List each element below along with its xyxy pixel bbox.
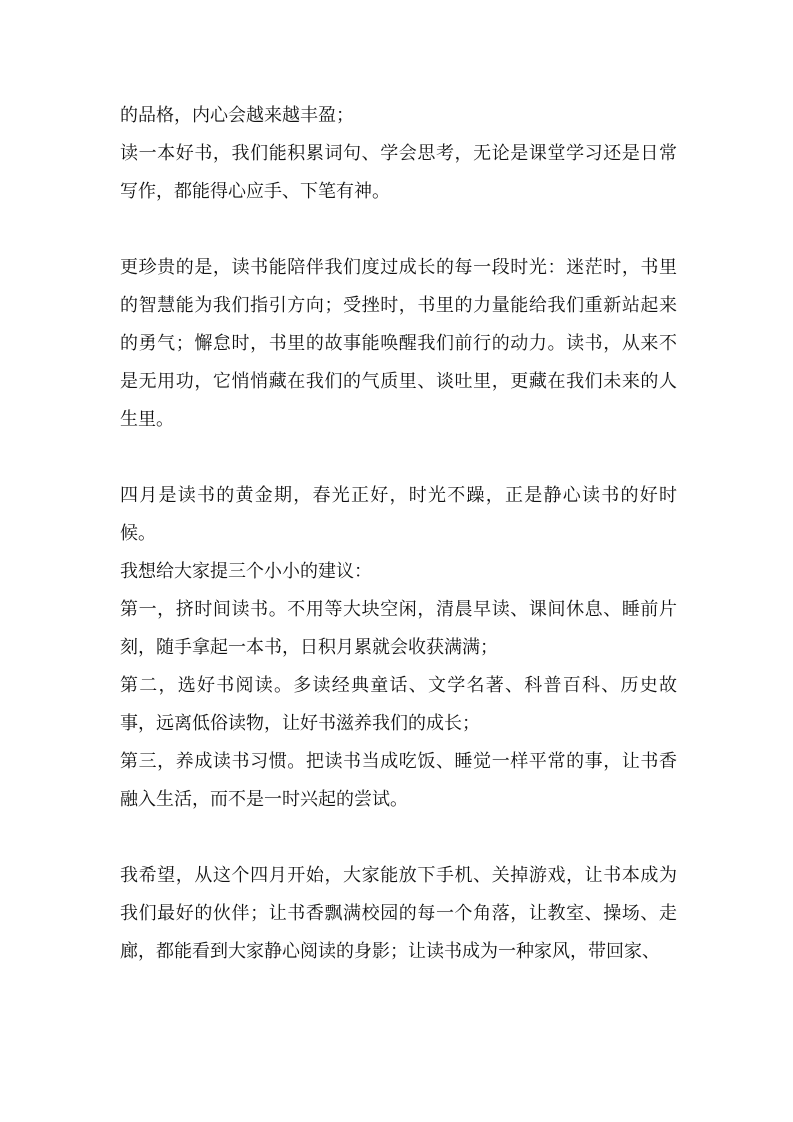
paragraph-line: 我想给大家提三个小小的建议： [120, 561, 372, 582]
paragraph-line: 读一本好书，我们能积累词句、学会思考，无论是课堂学习还是日常写作，都能得心应手、下笔有神。 [120, 143, 677, 202]
paragraph-line: 第三，养成读书习惯。把读书当成吃饭、睡觉一样平常的事，让书香融入生活，而不是一时兴起的尝试。 [120, 751, 677, 810]
paragraph-spacer [120, 439, 677, 477]
paragraph-line: 第一，挤时间读书。不用等大块空闲，清晨早读、课间休息、睡前片刻，随手拿起一本书，日积月累就会收获满满； [120, 599, 677, 658]
paragraph-line: 我希望，从这个四月开始，大家能放下手机、关掉游戏，让书本成为我们最好的伙伴；让书香飘满校园的每一个角落，让教室、操场、走廊，都能看到大家静心阅读的身影；让读书成为一种家风，带回家、 [120, 865, 677, 962]
paragraph-line: 第二，选好书阅读。多读经典童话、文学名著、科普百科、历史故事，远离低俗读物，让好书滋养我们的成长； [120, 675, 677, 734]
paragraph-line: 的品格，内心会越来越丰盈； [120, 105, 354, 126]
document-body [120, 97, 677, 971]
paragraph-line: 更珍贵的是，读书能陪伴我们度过成长的每一段时光：迷茫时，书里的智慧能为我们指引方向；受挫时，书里的力量能给我们重新站起来的勇气；懈怠时，书里的故事能唤醒我们前行的动力。读书，从来不是无用功，它悄悄藏在我们的气质里、谈吐里，更藏在我们未来的人生里。 [120, 257, 677, 430]
paragraph-spacer [120, 819, 677, 857]
paragraph-line: 四月是读书的黄金期，春光正好，时光不躁，正是静心读书的好时候。 [120, 485, 677, 544]
paragraph-spacer [120, 211, 677, 249]
